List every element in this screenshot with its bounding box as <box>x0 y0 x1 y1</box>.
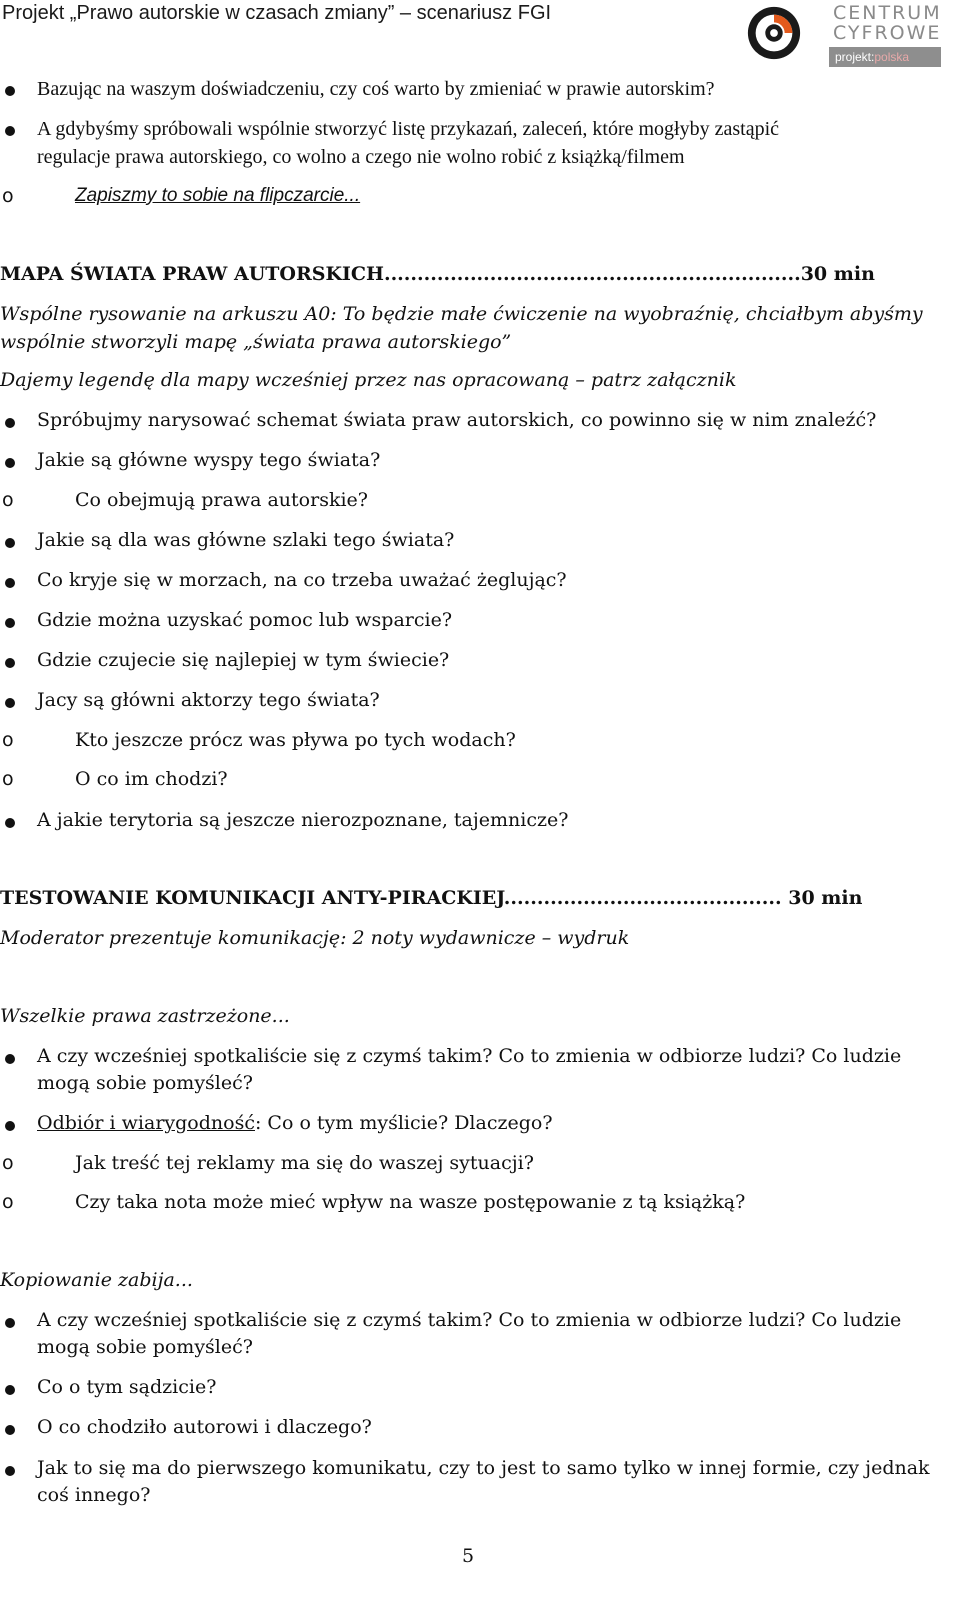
rights-bullet-1-line1: A czy wcześniej spotkaliście się z czymś takim? Co to zmienia w odbiorze ludzi? Co ludzie <box>37 1045 902 1067</box>
rights-sub-1: Jak treść tej reklamy ma się do waszej sytuacji? <box>75 1152 534 1174</box>
bullet-dot <box>5 618 15 628</box>
bullet-dot <box>5 698 15 708</box>
page-number: 5 <box>462 1545 475 1567</box>
bullet-dot <box>5 126 15 136</box>
logo-badge-text: projekt: <box>835 50 875 64</box>
sub-bullet-marker: o <box>2 1152 14 1174</box>
section-heading-test <box>0 887 862 909</box>
bullet-dot <box>5 1054 15 1064</box>
section-map-leader-dots: ............................................................... <box>383 263 801 285</box>
bullet-dot <box>5 1121 15 1131</box>
copying-bullet-2: Co o tym sądzicie? <box>37 1376 217 1398</box>
bullet-dot <box>5 418 15 428</box>
sub-bullet-marker: o <box>2 1191 14 1213</box>
test-moderator-note: Moderator prezentuje komunikację: 2 noty wydawnicze – wydruk <box>0 927 630 949</box>
map-note-line1: Wspólne rysowanie na arkuszu A0: To będzie małe ćwiczenie na wyobraźnię, chciałbym abyśmy <box>0 303 923 325</box>
sub-bullet-marker: o <box>2 768 14 790</box>
map-item-7b: O co im chodzi? <box>75 768 228 790</box>
copying-bullet-4-line1: Jak to się ma do pierwszego komunikatu, czy to jest to samo tylko w innej formie, czy jednak <box>37 1457 930 1479</box>
bullet-dot <box>5 818 15 828</box>
rights-bullet-2-rest: : Co o tym myślicie? Dlaczego? <box>254 1112 553 1134</box>
map-item-6: Gdzie czujecie się najlepiej w tym świecie? <box>37 649 450 671</box>
bullet-dot <box>5 538 15 548</box>
logo-badge-accent: polska <box>874 50 910 64</box>
map-item-2: Jakie są główne wyspy tego świata? <box>37 449 381 471</box>
copying-bullet-1-line2: mogą sobie pomyśleć? <box>37 1336 253 1358</box>
subsection-title-copying: Kopiowanie zabija... <box>0 1269 193 1291</box>
section-heading-map <box>0 263 875 285</box>
bullet-dot <box>5 1318 15 1328</box>
logo-word-centrum: CENTRUM <box>833 2 942 24</box>
map-item-2a: Co obejmują prawa autorskie? <box>75 489 368 511</box>
bullet-dot <box>5 86 15 96</box>
rights-bullet-2 <box>37 1112 553 1134</box>
header-title: Projekt „Prawo autorskie w czasach zmiany” – scenariusz FGI <box>2 2 552 24</box>
centrum-cyfrowe-logo <box>745 0 955 70</box>
bullet-dot <box>5 578 15 588</box>
credibility-link[interactable]: Odbiór i wiarygodność <box>37 1112 255 1134</box>
map-note-line2: wspólnie stworzyli mapę „świata prawa autorskiego” <box>0 331 512 353</box>
sub-bullet-marker: o <box>2 185 14 207</box>
intro-bullet-2-line1: A gdybyśmy spróbowali wspólnie stworzyć listę przykazań, zaleceń, które mogłyby zastąpić <box>37 118 780 140</box>
copying-bullet-3: O co chodziło autorowi i dlaczego? <box>37 1416 372 1438</box>
rights-sub-2: Czy taka nota może mieć wpływ na wasze postępowanie z tą książką? <box>75 1191 746 1213</box>
intro-bullet-2-line2: regulacje prawa autorskiego, co wolno a czego nie wolno robić z książką/filmem <box>37 146 685 168</box>
bullet-dot <box>5 1385 15 1395</box>
subsection-title-rights: Wszelkie prawa zastrzeżone... <box>0 1005 290 1027</box>
sub-bullet-marker: o <box>2 729 14 751</box>
map-legend-note: Dajemy legendę dla mapy wcześniej przez nas opracowaną – patrz załącznik <box>0 369 737 391</box>
bullet-dot <box>5 658 15 668</box>
bullet-dot <box>5 1466 15 1476</box>
section-test-time: 30 min <box>788 887 863 909</box>
map-item-7a: Kto jeszcze prócz was pływa po tych wodach? <box>75 729 516 751</box>
bullet-dot <box>5 1425 15 1435</box>
map-item-1: Spróbujmy narysować schemat świata praw autorskich, co powinno się w nim znaleźć? <box>37 409 877 431</box>
section-test-leader-dots: .......................................... <box>503 887 782 909</box>
logo-word-cyfrowe: CYFROWE <box>833 22 942 44</box>
map-item-4: Co kryje się w morzach, na co trzeba uważać żeglując? <box>37 569 567 591</box>
rights-bullet-1-line2: mogą sobie pomyśleć? <box>37 1072 253 1094</box>
sub-bullet-marker: o <box>2 489 14 511</box>
section-map-time: 30 min <box>800 263 875 285</box>
map-item-3: Jakie są dla was główne szlaki tego świata? <box>37 529 455 551</box>
logo-badge <box>829 47 941 67</box>
section-test-title: TESTOWANIE KOMUNIKACJI ANTY-PIRACKIEJ <box>0 887 504 909</box>
map-item-7: Jacy są główni aktorzy tego świata? <box>37 689 380 711</box>
copying-bullet-4-line2: coś innego? <box>37 1484 151 1506</box>
copying-bullet-1-line1: A czy wcześniej spotkaliście się z czymś takim? Co to zmienia w odbiorze ludzi? Co ludzie <box>37 1309 902 1331</box>
section-map-title: MAPA ŚWIATA PRAW AUTORSKICH <box>0 263 384 285</box>
bullet-dot <box>5 458 15 468</box>
flipchart-link-text[interactable]: Zapiszmy to sobie na flipczarcie... <box>75 185 361 206</box>
logo-ring-icon <box>745 4 803 62</box>
flipchart-link[interactable] <box>75 185 360 207</box>
map-item-5: Gdzie można uzyskać pomoc lub wsparcie? <box>37 609 453 631</box>
intro-bullet-1: Bazując na waszym doświadczeniu, czy coś warto by zmieniać w prawie autorskim? <box>37 78 715 100</box>
map-item-8: A jakie terytoria są jeszcze nierozpoznane, tajemnicze? <box>37 809 569 831</box>
